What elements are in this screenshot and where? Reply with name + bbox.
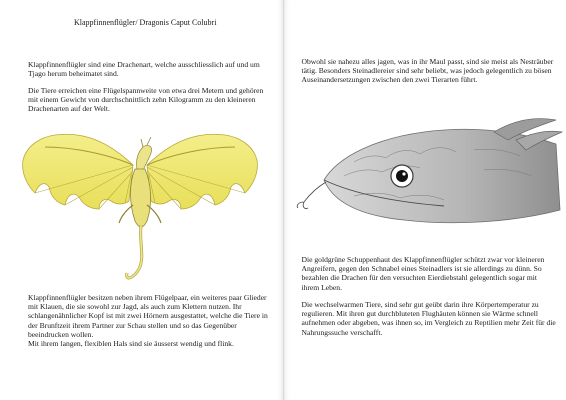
- temperature-paragraph: Die wechselwarmen Tiere, sind sehr gut geübt darin ihre Körpertemperatur zu regulieren. Mit ihren gut durchbluteten Flughäuten können sie Wärme schnell aufnehmen oder abgeben, was ihnen so, im Vergleich zu Reptilien mehr Zeit für die Nahrungssuche verschafft.: [301, 300, 556, 337]
- hunting-paragraph: Obwohl sie nahezu alles jagen, was in ihr Maul passt, sind sie meist als Nesträuber tätig. Besonders Steinadlereier sind sehr beliebt, was jedoch gelegentlich zu bösen Auseinandersetzungen zwischen den zwei Tierarten führt.: [301, 57, 554, 85]
- page-title: Klappfinnenflügler/ Dragonis Caput Colubri: [74, 18, 217, 27]
- size-paragraph: Die Tiere erreichen eine Flügelspannweite von etwa drei Metern und gehören mit einem Gewicht von durchschnittlich zehn Kilogramm zu den kleineren Drachenarten auf der Welt.: [28, 86, 264, 114]
- scales-paragraph: Die goldgrüne Schuppenhaut des Klappfinnenflügler schützt zwar vor kleineren Angreifern, gegen den Schnabel eines Steinadlers ist sie allerdings zu dünn. So bezahlen die Drachen für den versuchten Eierdiebstahl gelegentlich sogar mit ihrem Leben.: [301, 255, 545, 292]
- right-page: [284, 0, 566, 400]
- anatomy-paragraph: Klappfinnenflügler besitzen neben ihrem Flügelpaar, ein weiteres paar Glieder mit Klauen, die sie sowohl zur Jagd, als auch zum Klettern nutzen. Ihr schlangenähnlicher Kopf ist mit zwei Hörnern ausgestattet, welche die Tiere in der Brunftzeit ihrem Partner zur Schau stellen und so das Gegenüber beeindrucken wollen. Mit ihrem langen, flexiblen Hals sind sie äusserst wendig und flink.: [28, 293, 268, 349]
- intro-paragraph: Klappfinnenflügler sind eine Drachenart, welche ausschliesslich auf und um Tjago herum beheimatet sind.: [28, 60, 260, 79]
- dragon-illustration: [15, 125, 265, 290]
- dragon-head-sketch: [294, 110, 566, 235]
